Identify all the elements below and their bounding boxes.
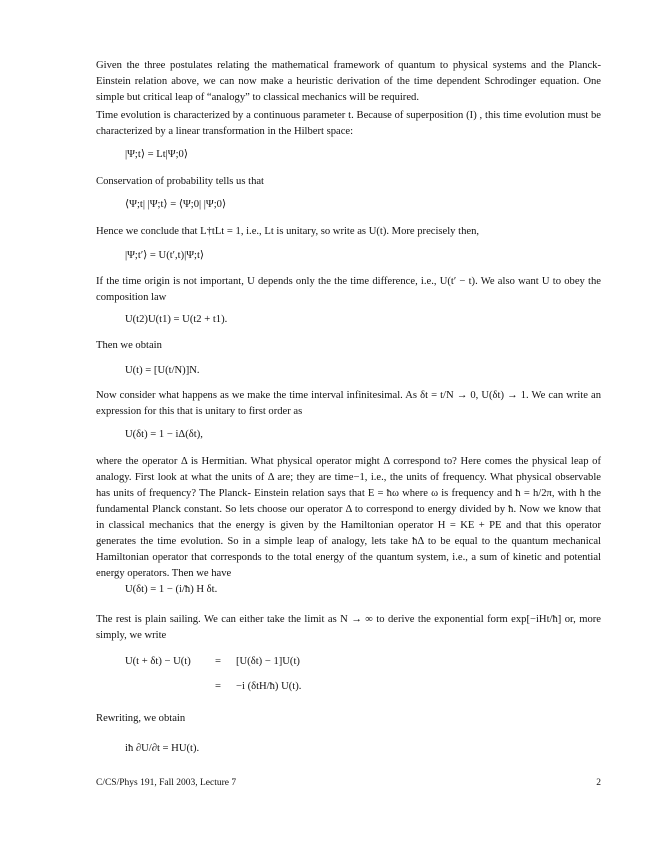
paragraph-time-origin: If the time origin is not important, U depends only the the time difference, i.e., U(t′ − t). We also want U to obey the composition law xyxy=(96,276,601,303)
page-footer xyxy=(96,776,601,790)
paragraph-rewriting: Rewriting, we obtain xyxy=(96,713,186,724)
equation-power-law: U(t) = [U(t/N)]N. xyxy=(125,365,200,376)
paragraph-plain-sailing: The rest is plain sailing. We can either take the limit as N → ∞ to derive the exponential form exp[−iHt/ħ] or, more simply, we write xyxy=(96,614,601,641)
equation-state-evolution: |Ψ;t⟩ = Lt|Ψ;0⟩ xyxy=(125,149,188,160)
equation-probability-conservation: ⟨Ψ;t| |Ψ;t⟩ = ⟨Ψ;0| |Ψ;0⟩ xyxy=(125,199,227,210)
array-equals-2: = xyxy=(215,681,221,692)
paragraph-analogy: where the operator Δ is Hermitian. What physical operator might Δ correspond to? Here comes the physical leap of analogy. First look at what the units of Δ are; they are time−1, i.e., the units of frequency. What physical observable has units of frequency? The Planck- Einstein relation says that E = ħω where ω is frequency and ħ = h/2π, with h the fundamental Planck constant. So lets choose our operator Δ to correspond to energy divided by ħ. Now we know that in classical mechanics that the energy is given by the Hamiltonian operator H = KE + PE and that this operator generates the time evolution. So in a simple leap of analogy, lets take ħΔ to be equal to the quantum mechanical Hamiltonian operator that corresponds to the total energy of the quantum system, i.e., a sum of kinetic and potential energy operators. Then we have xyxy=(96,456,601,579)
array-lhs-1: U(t + δt) − U(t) xyxy=(125,656,191,667)
footer-course: C/CS/Phys 191, Fall 2003, Lecture 7 xyxy=(96,778,237,788)
array-rhs-2: −i (δtH/ħ) U(t). xyxy=(236,681,302,692)
equation-composition-law: U(t2)U(t1) = U(t2 + t1). xyxy=(125,314,228,325)
equation-unitary-evolution: |Ψ;t′⟩ = U(t′,t)|Ψ;t⟩ xyxy=(125,250,205,261)
paragraph-then-obtain: Then we obtain xyxy=(96,340,162,351)
equation-first-order: U(δt) = 1 − iΔ(δt), xyxy=(125,429,203,440)
paragraph-intro: Given the three postulates relating the mathematical framework of quantum to physical systems and the Planck-Einstein relation above, we can now make a heuristic derivation of the time dependent Schrodinger equation. One simple but critical leap of “analogy” to classical mechanics will be required. xyxy=(96,60,601,103)
array-equals-1: = xyxy=(215,656,221,667)
paragraph-unitary: Hence we conclude that L†tLt = 1, i.e., Lt is unitary, so write as U(t). More precisely then, xyxy=(96,226,480,237)
array-rhs-1: [U(δt) − 1]U(t) xyxy=(236,656,300,667)
paragraph-conservation: Conservation of probability tells us that xyxy=(96,176,265,187)
equation-hamiltonian-step: U(δt) = 1 − (i/ħ) H δt. xyxy=(125,584,218,595)
equation-schrodinger: iħ ∂U/∂t = HU(t). xyxy=(125,743,200,754)
page-number: 2 xyxy=(596,778,601,788)
paragraph-time-evolution: Time evolution is characterized by a continuous parameter t. Because of superposition (I) , this time evolution must be characterized by a linear transformation in the Hilbert space: xyxy=(96,110,601,137)
paragraph-infinitesimal: Now consider what happens as we make the time interval infinitesimal. As δt = t/N → 0, U(δt) → 1. We can write an expression for this that is unitary to first order as xyxy=(96,390,601,417)
